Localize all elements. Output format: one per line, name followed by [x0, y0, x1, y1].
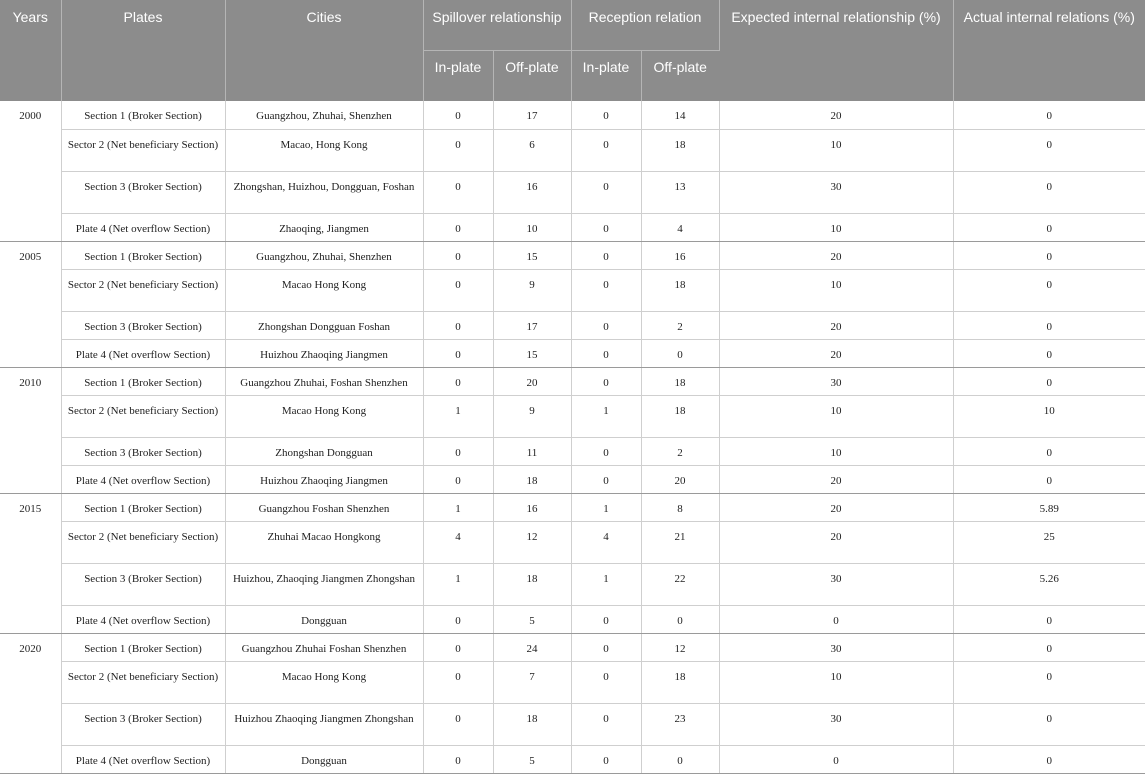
cell-cities: Huizhou Zhaoqing Jiangmen	[225, 339, 423, 367]
table-body	[0, 101, 1145, 773]
cell-rc-in: 0	[571, 213, 641, 241]
cell-rc-in: 1	[571, 395, 641, 437]
table-row	[0, 563, 1145, 605]
cell-actual: 0	[953, 465, 1145, 493]
cell-rc-off: 18	[641, 395, 719, 437]
cell-rc-in: 0	[571, 129, 641, 171]
cell-rc-off: 18	[641, 129, 719, 171]
cell-rc-off: 18	[641, 367, 719, 395]
cell-expected: 10	[719, 213, 953, 241]
table-row	[0, 633, 1145, 661]
cell-cities: Guangzhou Zhuhai Foshan Shenzhen	[225, 633, 423, 661]
table-row	[0, 367, 1145, 395]
table-row	[0, 605, 1145, 633]
cell-sp-in: 0	[423, 241, 493, 269]
cell-sp-off: 5	[493, 745, 571, 773]
cell-actual: 0	[953, 101, 1145, 129]
cell-expected: 30	[719, 367, 953, 395]
cell-cities: Macao, Hong Kong	[225, 129, 423, 171]
year-cell: 2000	[0, 101, 61, 241]
cell-rc-in: 0	[571, 633, 641, 661]
cell-expected: 20	[719, 493, 953, 521]
cell-cities: Guangzhou Foshan Shenzhen	[225, 493, 423, 521]
cell-expected: 20	[719, 101, 953, 129]
cell-rc-off: 18	[641, 661, 719, 703]
cell-plate: Section 1 (Broker Section)	[61, 633, 225, 661]
cell-sp-in: 1	[423, 395, 493, 437]
cell-actual: 0	[953, 745, 1145, 773]
cell-actual: 0	[953, 437, 1145, 465]
header-expected: Expected internal relationship (%)	[719, 0, 953, 101]
cell-expected: 20	[719, 465, 953, 493]
cell-rc-off: 18	[641, 269, 719, 311]
cell-sp-off: 17	[493, 101, 571, 129]
cell-plate: Section 1 (Broker Section)	[61, 367, 225, 395]
cell-sp-off: 7	[493, 661, 571, 703]
cell-rc-off: 8	[641, 493, 719, 521]
cell-cities: Huizhou, Zhaoqing Jiangmen Zhongshan	[225, 563, 423, 605]
cell-actual: 0	[953, 605, 1145, 633]
cell-actual: 10	[953, 395, 1145, 437]
cell-rc-in: 0	[571, 437, 641, 465]
header-spillover: Spillover relationship	[423, 0, 571, 51]
cell-rc-in: 1	[571, 493, 641, 521]
cell-plate: Section 3 (Broker Section)	[61, 563, 225, 605]
cell-plate: Section 3 (Broker Section)	[61, 437, 225, 465]
header-spillover-off-plate: Off-plate	[493, 51, 571, 102]
cell-rc-off: 14	[641, 101, 719, 129]
cell-expected: 0	[719, 605, 953, 633]
cell-sp-off: 24	[493, 633, 571, 661]
cell-rc-in: 1	[571, 563, 641, 605]
cell-plate: Section 3 (Broker Section)	[61, 311, 225, 339]
cell-sp-in: 0	[423, 745, 493, 773]
table-row	[0, 171, 1145, 213]
cell-actual: 0	[953, 339, 1145, 367]
cell-sp-off: 18	[493, 465, 571, 493]
cell-plate: Section 3 (Broker Section)	[61, 171, 225, 213]
cell-rc-off: 0	[641, 605, 719, 633]
cell-sp-off: 5	[493, 605, 571, 633]
table-row	[0, 129, 1145, 171]
table-row	[0, 395, 1145, 437]
cell-cities: Guangzhou Zhuhai, Foshan Shenzhen	[225, 367, 423, 395]
cell-rc-off: 0	[641, 745, 719, 773]
cell-sp-off: 18	[493, 703, 571, 745]
cell-sp-in: 0	[423, 703, 493, 745]
cell-expected: 30	[719, 563, 953, 605]
cell-sp-off: 6	[493, 129, 571, 171]
cell-expected: 10	[719, 269, 953, 311]
cell-expected: 10	[719, 661, 953, 703]
year-cell: 2015	[0, 493, 61, 633]
cell-actual: 25	[953, 521, 1145, 563]
cell-rc-in: 0	[571, 339, 641, 367]
cell-expected: 10	[719, 437, 953, 465]
cell-cities: Huizhou Zhaoqing Jiangmen Zhongshan	[225, 703, 423, 745]
cell-cities: Zhongshan Dongguan Foshan	[225, 311, 423, 339]
cell-expected: 30	[719, 633, 953, 661]
cell-rc-off: 12	[641, 633, 719, 661]
cell-cities: Macao Hong Kong	[225, 395, 423, 437]
cell-sp-in: 0	[423, 269, 493, 311]
header-years: Years	[0, 0, 61, 101]
cell-cities: Huizhou Zhaoqing Jiangmen	[225, 465, 423, 493]
cell-plate: Section 3 (Broker Section)	[61, 703, 225, 745]
cell-sp-in: 0	[423, 129, 493, 171]
cell-sp-off: 17	[493, 311, 571, 339]
cell-expected: 0	[719, 745, 953, 773]
cell-sp-off: 15	[493, 339, 571, 367]
cell-cities: Guangzhou, Zhuhai, Shenzhen	[225, 101, 423, 129]
cell-rc-off: 21	[641, 521, 719, 563]
cell-cities: Zhaoqing, Jiangmen	[225, 213, 423, 241]
cell-plate: Section 1 (Broker Section)	[61, 493, 225, 521]
header-plates: Plates	[61, 0, 225, 101]
cell-expected: 20	[719, 311, 953, 339]
cell-plate: Section 1 (Broker Section)	[61, 241, 225, 269]
cell-rc-in: 0	[571, 311, 641, 339]
cell-rc-in: 0	[571, 703, 641, 745]
cell-sp-in: 0	[423, 367, 493, 395]
cell-sp-in: 0	[423, 661, 493, 703]
table-row	[0, 339, 1145, 367]
cell-rc-off: 22	[641, 563, 719, 605]
cell-sp-off: 12	[493, 521, 571, 563]
cell-plate: Sector 2 (Net beneficiary Section)	[61, 521, 225, 563]
cell-expected: 20	[719, 521, 953, 563]
cell-sp-in: 0	[423, 465, 493, 493]
table-row	[0, 437, 1145, 465]
cell-expected: 30	[719, 703, 953, 745]
cell-rc-off: 20	[641, 465, 719, 493]
header-spillover-in-plate: In-plate	[423, 51, 493, 102]
year-cell: 2020	[0, 633, 61, 773]
table-row	[0, 311, 1145, 339]
cell-rc-off: 2	[641, 311, 719, 339]
cell-cities: Macao Hong Kong	[225, 661, 423, 703]
cell-rc-in: 0	[571, 661, 641, 703]
cell-plate: Sector 2 (Net beneficiary Section)	[61, 129, 225, 171]
cell-plate: Sector 2 (Net beneficiary Section)	[61, 661, 225, 703]
cell-actual: 0	[953, 633, 1145, 661]
cell-rc-in: 0	[571, 101, 641, 129]
cell-sp-off: 16	[493, 493, 571, 521]
cell-cities: Dongguan	[225, 745, 423, 773]
cell-plate: Section 1 (Broker Section)	[61, 101, 225, 129]
cell-sp-in: 0	[423, 311, 493, 339]
table-row	[0, 465, 1145, 493]
cell-sp-off: 16	[493, 171, 571, 213]
cell-sp-in: 0	[423, 171, 493, 213]
cell-cities: Zhongshan Dongguan	[225, 437, 423, 465]
cell-sp-off: 15	[493, 241, 571, 269]
header-reception: Reception relation	[571, 0, 719, 51]
year-cell: 2005	[0, 241, 61, 367]
cell-actual: 0	[953, 241, 1145, 269]
cell-cities: Macao Hong Kong	[225, 269, 423, 311]
cell-plate: Plate 4 (Net overflow Section)	[61, 465, 225, 493]
cell-plate: Plate 4 (Net overflow Section)	[61, 605, 225, 633]
header-reception-in-plate: In-plate	[571, 51, 641, 102]
cell-actual: 0	[953, 213, 1145, 241]
header-actual: Actual internal relations (%)	[953, 0, 1145, 101]
table-row	[0, 241, 1145, 269]
cell-rc-off: 0	[641, 339, 719, 367]
cell-expected: 10	[719, 395, 953, 437]
cell-rc-off: 23	[641, 703, 719, 745]
cell-sp-off: 11	[493, 437, 571, 465]
cell-sp-off: 10	[493, 213, 571, 241]
cell-actual: 0	[953, 129, 1145, 171]
cell-sp-in: 0	[423, 101, 493, 129]
cell-sp-in: 0	[423, 633, 493, 661]
cell-sp-in: 0	[423, 339, 493, 367]
cell-expected: 30	[719, 171, 953, 213]
cell-actual: 0	[953, 367, 1145, 395]
cell-actual: 5.89	[953, 493, 1145, 521]
cell-rc-in: 0	[571, 745, 641, 773]
cell-actual: 5.26	[953, 563, 1145, 605]
table-row	[0, 101, 1145, 129]
cell-plate: Plate 4 (Net overflow Section)	[61, 339, 225, 367]
table-header	[0, 0, 1145, 101]
cell-rc-in: 0	[571, 367, 641, 395]
cell-actual: 0	[953, 703, 1145, 745]
year-cell: 2010	[0, 367, 61, 493]
cell-rc-off: 13	[641, 171, 719, 213]
cell-expected: 10	[719, 129, 953, 171]
table-row	[0, 661, 1145, 703]
table-row	[0, 521, 1145, 563]
cell-rc-off: 4	[641, 213, 719, 241]
cell-plate: Plate 4 (Net overflow Section)	[61, 213, 225, 241]
cell-rc-off: 16	[641, 241, 719, 269]
cell-sp-off: 9	[493, 395, 571, 437]
cell-actual: 0	[953, 171, 1145, 213]
cell-plate: Plate 4 (Net overflow Section)	[61, 745, 225, 773]
header-cities: Cities	[225, 0, 423, 101]
cell-sp-in: 1	[423, 563, 493, 605]
cell-rc-in: 0	[571, 465, 641, 493]
cell-sp-in: 0	[423, 437, 493, 465]
cell-sp-in: 1	[423, 493, 493, 521]
cell-sp-in: 4	[423, 521, 493, 563]
cell-sp-off: 18	[493, 563, 571, 605]
cell-cities: Dongguan	[225, 605, 423, 633]
cell-expected: 20	[719, 339, 953, 367]
cell-sp-in: 0	[423, 213, 493, 241]
cell-cities: Zhongshan, Huizhou, Dongguan, Foshan	[225, 171, 423, 213]
cell-rc-in: 0	[571, 269, 641, 311]
cell-sp-off: 9	[493, 269, 571, 311]
cell-sp-off: 20	[493, 367, 571, 395]
cell-rc-in: 0	[571, 171, 641, 213]
table-row	[0, 745, 1145, 773]
cell-rc-off: 2	[641, 437, 719, 465]
cell-cities: Zhuhai Macao Hongkong	[225, 521, 423, 563]
table-row	[0, 703, 1145, 745]
header-reception-off-plate: Off-plate	[641, 51, 719, 102]
cell-actual: 0	[953, 269, 1145, 311]
cell-actual: 0	[953, 311, 1145, 339]
cell-sp-in: 0	[423, 605, 493, 633]
cell-rc-in: 4	[571, 521, 641, 563]
table-row	[0, 213, 1145, 241]
cell-actual: 0	[953, 661, 1145, 703]
cell-expected: 20	[719, 241, 953, 269]
cell-rc-in: 0	[571, 241, 641, 269]
cell-cities: Guangzhou, Zhuhai, Shenzhen	[225, 241, 423, 269]
table-row	[0, 269, 1145, 311]
table-row	[0, 493, 1145, 521]
cell-rc-in: 0	[571, 605, 641, 633]
cell-plate: Sector 2 (Net beneficiary Section)	[61, 395, 225, 437]
cell-plate: Sector 2 (Net beneficiary Section)	[61, 269, 225, 311]
